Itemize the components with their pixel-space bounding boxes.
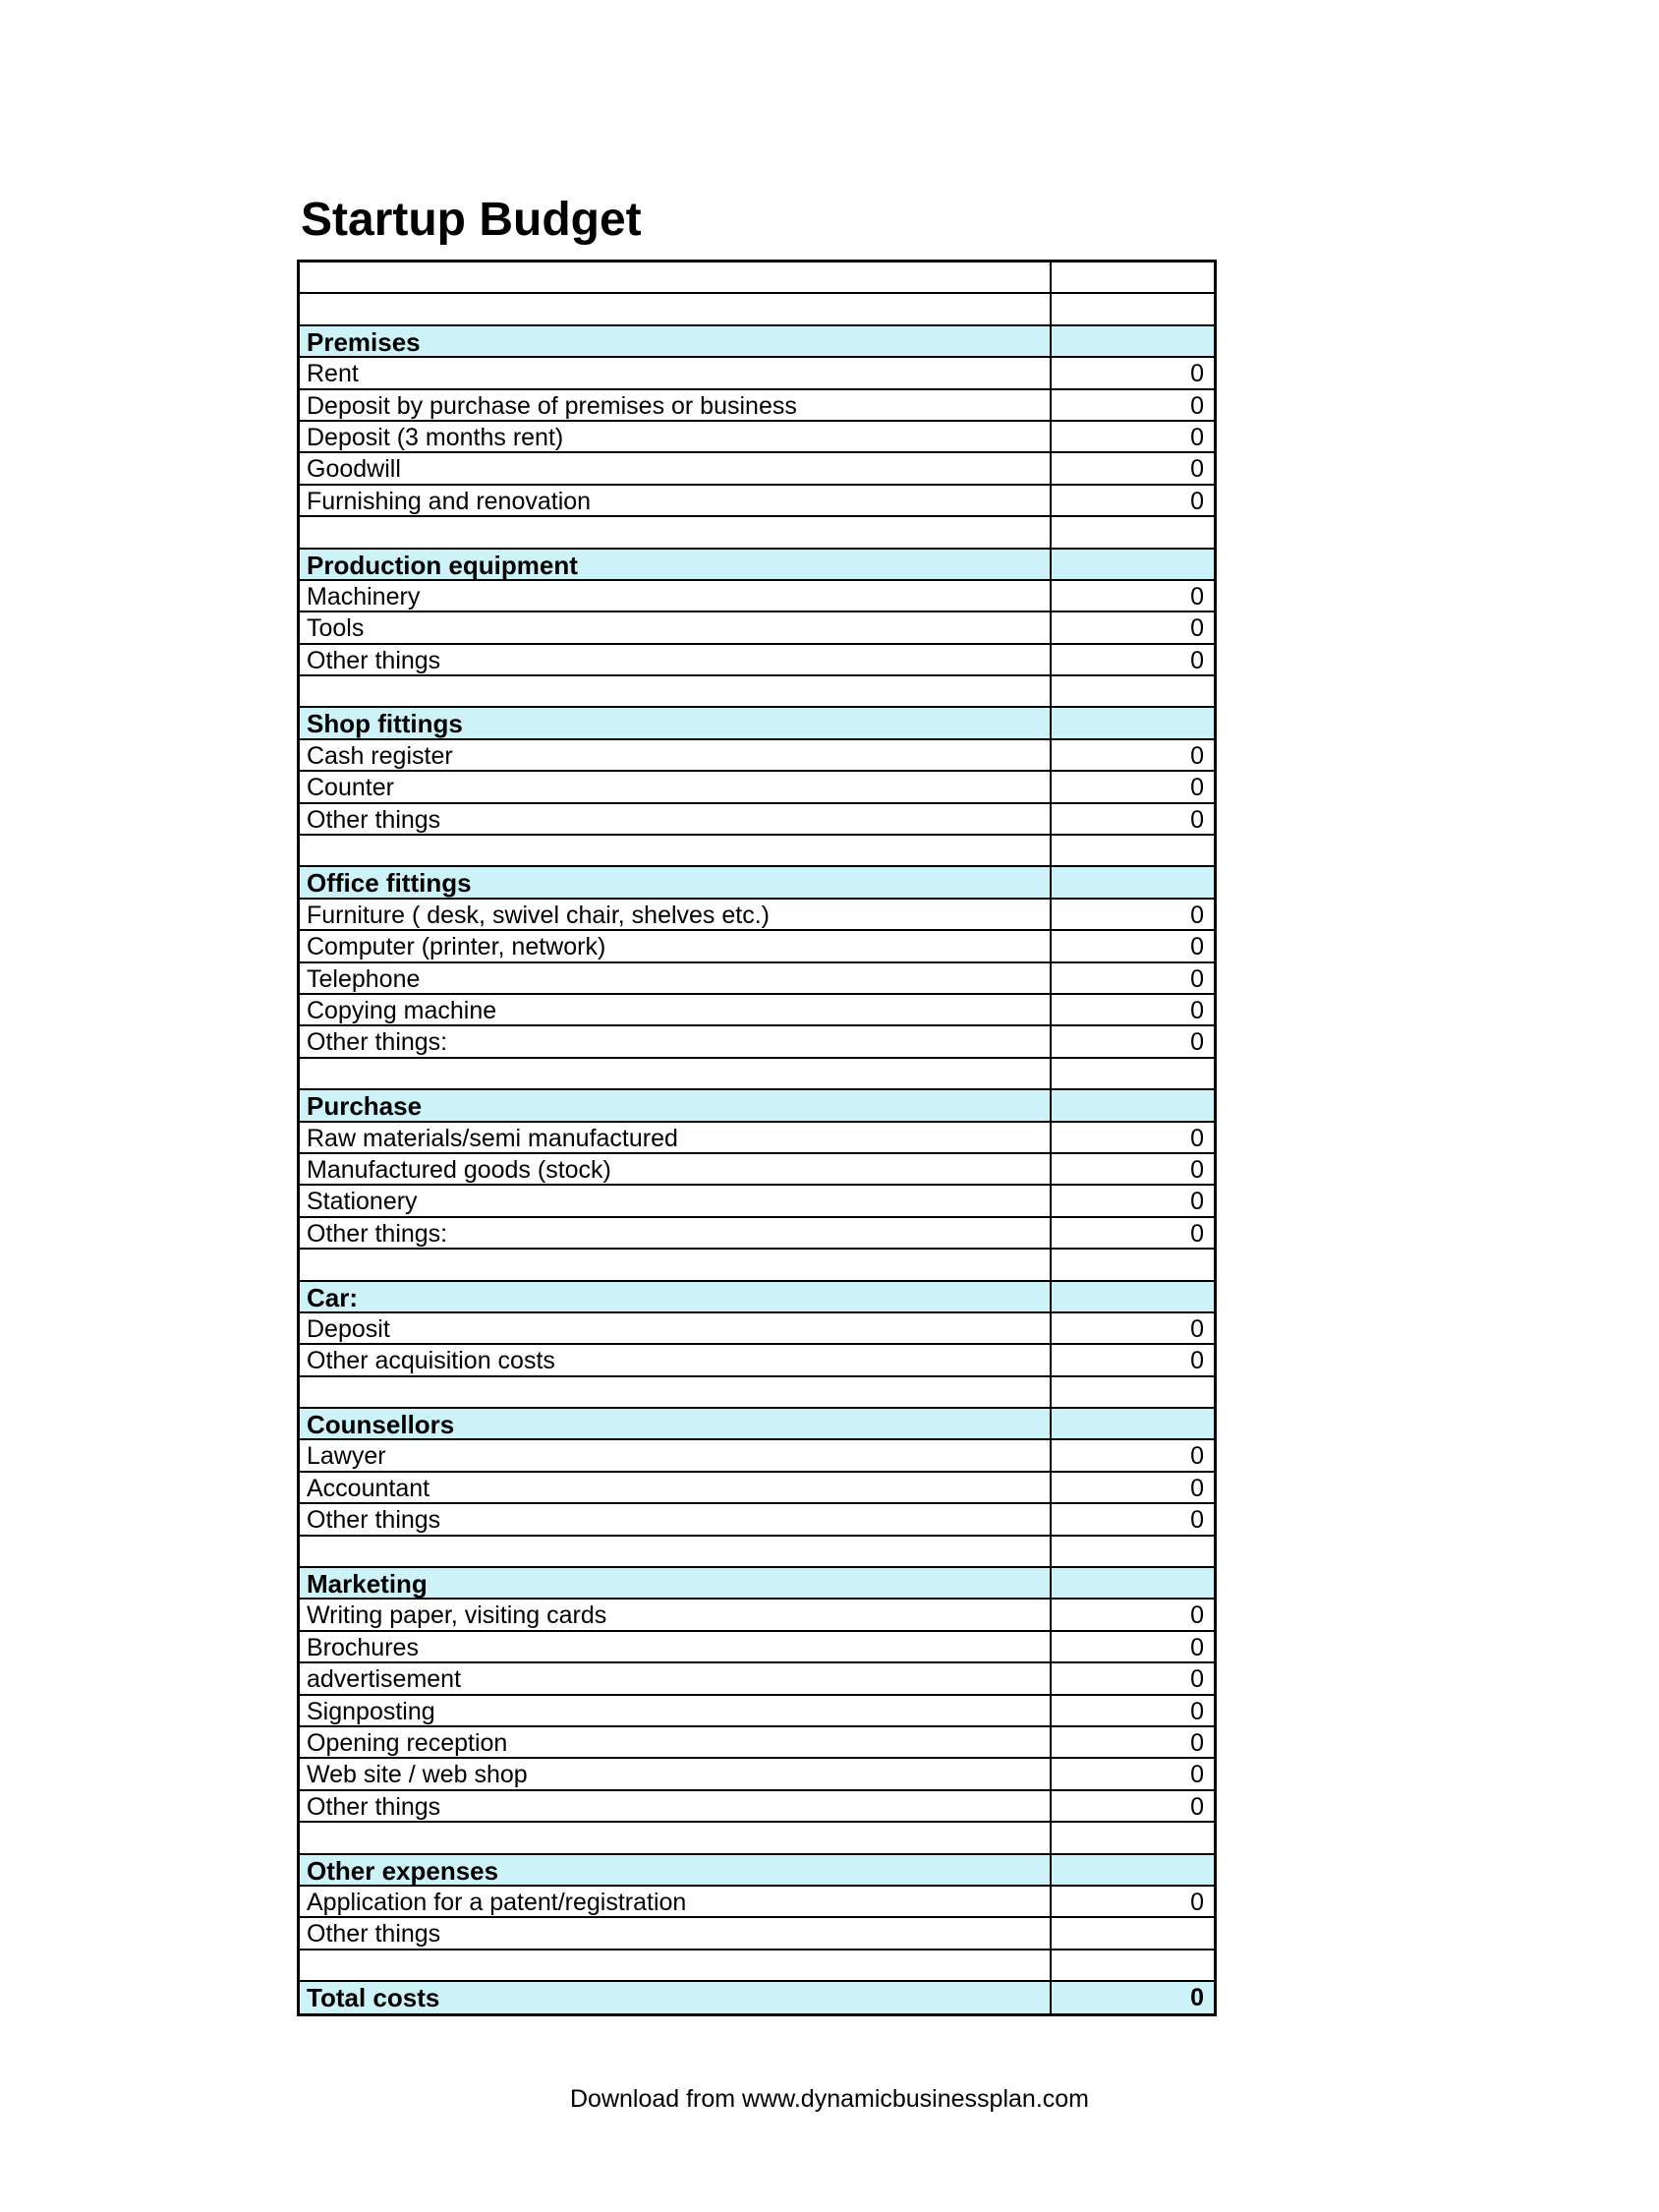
amount-cell: 0	[1050, 1123, 1214, 1152]
item-row	[300, 422, 1214, 453]
item-label	[300, 294, 1050, 323]
item-label	[300, 836, 1050, 865]
amount-cell: 0	[1050, 1727, 1214, 1757]
amount-cell	[1050, 867, 1214, 897]
spacer-row	[300, 517, 1214, 549]
item-label: Manufactured goods (stock)	[307, 1155, 611, 1184]
item-row	[300, 1727, 1214, 1759]
amount-cell: 0	[1050, 422, 1214, 451]
section-row	[300, 550, 1214, 581]
item-label: Furnishing and renovation	[307, 487, 592, 515]
amount-cell: 0	[1050, 1026, 1214, 1056]
amount-cell	[1050, 1537, 1214, 1566]
amount-cell: 0	[1050, 1791, 1214, 1821]
blank-row	[300, 294, 1214, 325]
item-row	[300, 1440, 1214, 1472]
page-title: Startup Budget	[301, 194, 642, 246]
amount-cell: 0	[1050, 740, 1214, 770]
section-row	[300, 1409, 1214, 1440]
amount-cell: 0	[1050, 581, 1214, 611]
amount-cell: 0	[1050, 804, 1214, 834]
item-label: Other things	[307, 1792, 441, 1821]
budget-table	[297, 260, 1217, 2016]
amount-cell: 0	[1050, 645, 1214, 674]
item-label: Deposit (3 months rent)	[307, 423, 564, 451]
footer-download-note: Download from www.dynamicbusinessplan.com	[569, 2085, 1089, 2113]
amount-cell: 0	[1050, 995, 1214, 1024]
blank-row	[300, 262, 1214, 294]
amount-cell	[1050, 326, 1214, 356]
item-row	[300, 1696, 1214, 1727]
spacer-row	[300, 676, 1214, 708]
item-label	[300, 1950, 1050, 1980]
amount-cell: 0	[1050, 486, 1214, 515]
item-row	[300, 612, 1214, 644]
item-row	[300, 1663, 1214, 1695]
amount-cell	[1050, 1377, 1214, 1407]
spacer-row	[300, 1950, 1214, 1982]
spacer-row	[300, 1537, 1214, 1568]
spacer-row	[300, 1059, 1214, 1090]
amount-cell: 0	[1050, 963, 1214, 993]
item-label: Other acquisition costs	[307, 1347, 555, 1375]
item-label: Brochures	[307, 1633, 419, 1661]
item-label: Opening reception	[307, 1728, 508, 1757]
amount-cell	[1050, 1282, 1214, 1311]
item-row	[300, 900, 1214, 931]
amount-cell: 0	[1050, 1154, 1214, 1184]
item-row	[300, 1026, 1214, 1058]
item-label: Other things	[307, 805, 441, 834]
item-label	[300, 1059, 1050, 1088]
amount-cell	[1050, 676, 1214, 706]
item-row	[300, 772, 1214, 803]
item-label	[300, 262, 1050, 292]
item-row	[300, 1632, 1214, 1663]
amount-cell: 0	[1050, 1600, 1214, 1629]
item-label: Accountant	[307, 1474, 430, 1502]
item-row	[300, 645, 1214, 676]
item-label: Counter	[307, 774, 394, 802]
item-row	[300, 1186, 1214, 1217]
amount-cell: 0	[1050, 1313, 1214, 1343]
spacer-row	[300, 1377, 1214, 1409]
item-label: advertisement	[307, 1665, 462, 1694]
amount-cell	[1050, 708, 1214, 737]
amount-cell: 0	[1050, 1218, 1214, 1248]
section-label: Premises	[307, 326, 421, 357]
amount-cell: 0	[1050, 1982, 1214, 2013]
amount-cell: 0	[1050, 1696, 1214, 1725]
item-label	[300, 1537, 1050, 1566]
amount-cell	[1050, 1855, 1214, 1885]
item-row	[300, 453, 1214, 485]
amount-cell: 0	[1050, 612, 1214, 642]
amount-cell	[1050, 1059, 1214, 1088]
section-label: Car:	[307, 1282, 359, 1311]
amount-cell: 0	[1050, 772, 1214, 801]
item-row	[300, 358, 1214, 389]
item-label: Other things:	[307, 1028, 448, 1057]
section-label: Purchase	[307, 1091, 423, 1121]
item-label: Goodwill	[307, 455, 401, 484]
item-label: Rent	[307, 360, 359, 388]
item-label: Other things	[307, 1920, 441, 1949]
section-label: Shop fittings	[307, 709, 463, 738]
section-row	[300, 1568, 1214, 1600]
item-label: Tools	[307, 614, 365, 643]
amount-cell: 0	[1050, 1504, 1214, 1534]
section-row	[300, 326, 1214, 358]
spacer-row	[300, 836, 1214, 867]
item-label: Cash register	[307, 741, 453, 770]
item-row	[300, 1154, 1214, 1186]
item-label: Web site / web shop	[307, 1761, 528, 1789]
item-row	[300, 1887, 1214, 1918]
item-row	[300, 581, 1214, 612]
amount-cell: 0	[1050, 1440, 1214, 1470]
item-label	[300, 517, 1050, 547]
amount-cell: 0	[1050, 900, 1214, 929]
amount-cell	[1050, 262, 1214, 292]
item-row	[300, 1759, 1214, 1790]
item-label: Computer (printer, network)	[307, 933, 606, 961]
item-row	[300, 1218, 1214, 1250]
section-row	[300, 1090, 1214, 1122]
item-label: Raw materials/semi manufactured	[307, 1124, 678, 1152]
section-row	[300, 867, 1214, 899]
item-row	[300, 1123, 1214, 1154]
amount-cell: 0	[1050, 1632, 1214, 1661]
item-label: Other things	[307, 1506, 441, 1535]
item-row	[300, 1473, 1214, 1504]
amount-cell: 0	[1050, 358, 1214, 387]
item-label	[300, 676, 1050, 706]
item-label: Writing paper, visiting cards	[307, 1601, 607, 1630]
item-label: Other things:	[307, 1219, 448, 1248]
item-label: Other things	[307, 646, 441, 674]
amount-cell: 0	[1050, 453, 1214, 483]
item-label	[300, 1377, 1050, 1407]
item-row	[300, 1918, 1214, 1950]
item-label: Application for a patent/registration	[307, 1888, 687, 1916]
amount-cell	[1050, 517, 1214, 547]
total-row	[300, 1982, 1214, 2013]
amount-cell	[1050, 836, 1214, 865]
amount-cell	[1050, 294, 1214, 323]
amount-cell: 0	[1050, 1345, 1214, 1374]
item-label: Total costs	[307, 1983, 440, 2013]
amount-cell	[1050, 1090, 1214, 1120]
item-row	[300, 1313, 1214, 1345]
amount-cell: 0	[1050, 390, 1214, 420]
amount-cell	[1050, 1409, 1214, 1438]
amount-cell	[1050, 1823, 1214, 1852]
item-row	[300, 995, 1214, 1026]
item-row	[300, 740, 1214, 772]
amount-cell: 0	[1050, 1186, 1214, 1215]
spacer-row	[300, 1823, 1214, 1854]
item-label: Signposting	[307, 1697, 435, 1725]
section-label: Production equipment	[307, 550, 578, 579]
item-label: Lawyer	[307, 1442, 386, 1471]
item-label: Deposit by purchase of premises or business	[307, 391, 797, 420]
item-row	[300, 1504, 1214, 1536]
item-row	[300, 931, 1214, 962]
item-row	[300, 390, 1214, 422]
amount-cell	[1050, 1250, 1214, 1279]
amount-cell: 0	[1050, 1473, 1214, 1502]
amount-cell	[1050, 1950, 1214, 1980]
amount-cell: 0	[1050, 1663, 1214, 1693]
section-row	[300, 708, 1214, 739]
section-label: Counsellors	[307, 1410, 455, 1439]
item-row	[300, 804, 1214, 836]
item-row	[300, 486, 1214, 517]
item-label: Copying machine	[307, 996, 497, 1024]
item-label: Deposit	[307, 1314, 390, 1343]
amount-cell: 0	[1050, 1887, 1214, 1916]
spacer-row	[300, 1250, 1214, 1281]
section-label: Marketing	[307, 1569, 428, 1599]
amount-cell: 0	[1050, 1759, 1214, 1788]
section-label: Other expenses	[307, 1855, 499, 1885]
item-label: Furniture ( desk, swivel chair, shelves etc.)	[307, 901, 770, 929]
item-row	[300, 1791, 1214, 1823]
section-row	[300, 1282, 1214, 1313]
item-row	[300, 1345, 1214, 1376]
item-label: Machinery	[307, 582, 421, 611]
amount-cell	[1050, 550, 1214, 579]
amount-cell	[1050, 1568, 1214, 1598]
item-label: Stationery	[307, 1188, 418, 1216]
item-row	[300, 963, 1214, 995]
item-row	[300, 1600, 1214, 1631]
item-label: Telephone	[307, 964, 421, 993]
amount-cell: 0	[1050, 931, 1214, 960]
item-label	[300, 1250, 1050, 1279]
item-label	[300, 1823, 1050, 1852]
section-row	[300, 1855, 1214, 1887]
section-label: Office fittings	[307, 868, 472, 898]
amount-cell	[1050, 1918, 1214, 1948]
